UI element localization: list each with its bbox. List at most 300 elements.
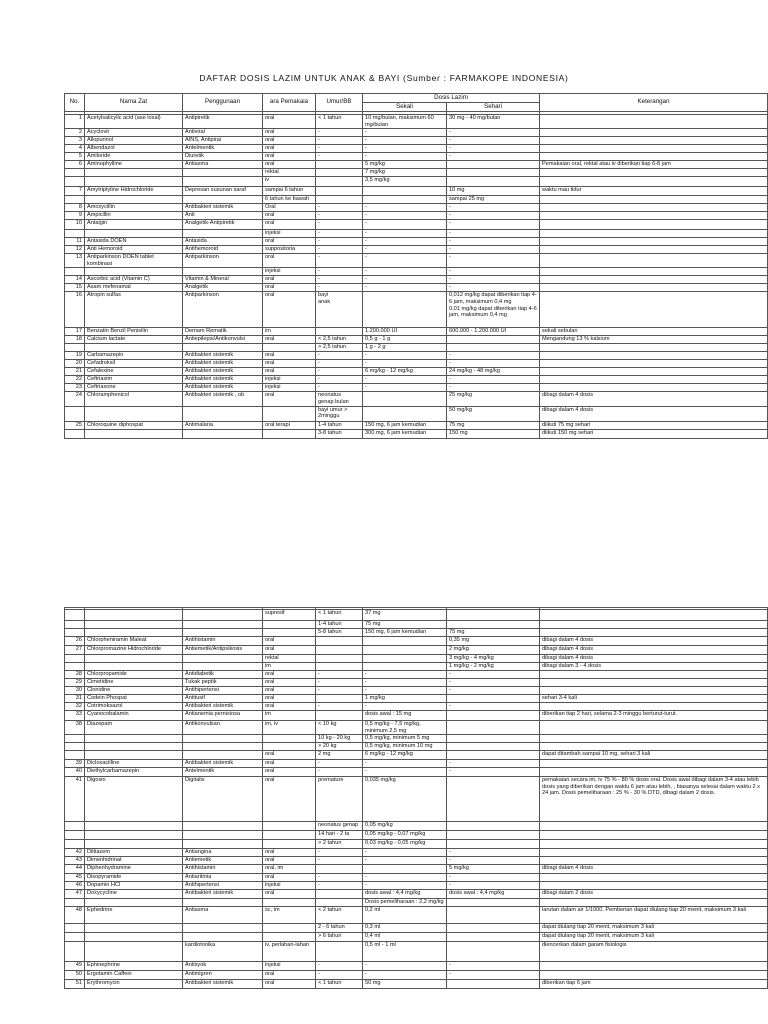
age-weight-cell bbox=[316, 187, 363, 196]
dose-daily-cell: - bbox=[447, 849, 540, 857]
dose-once-cell: 50 mg bbox=[363, 980, 447, 989]
route-cell: oral bbox=[263, 238, 316, 246]
age-weight-cell: - bbox=[316, 857, 363, 865]
remarks-cell: dibagi dalam 4 dosis bbox=[540, 865, 768, 874]
route-cell: oral bbox=[263, 153, 316, 161]
table-row bbox=[65, 115, 768, 129]
remarks-cell: dibagi dalam 4 dosis bbox=[540, 392, 768, 406]
row-number-cell: 43 bbox=[65, 857, 85, 865]
drug-name-cell bbox=[85, 610, 183, 621]
usage-cell: Antasida bbox=[183, 238, 263, 246]
dose-daily-cell: - bbox=[447, 284, 540, 292]
table-row bbox=[65, 735, 768, 743]
row-number-cell: 19 bbox=[65, 352, 85, 360]
age-weight-cell: 10 kg - 20 kg bbox=[316, 735, 363, 743]
row-number-cell: 12 bbox=[65, 246, 85, 254]
table-row bbox=[65, 429, 768, 438]
route-cell bbox=[263, 822, 316, 831]
row-number-cell: 31 bbox=[65, 695, 85, 703]
route-cell: oral bbox=[263, 703, 316, 711]
route-cell: oral bbox=[263, 336, 316, 344]
table-row bbox=[65, 384, 768, 392]
table-row bbox=[65, 392, 768, 406]
drug-name-cell: Cefadroksil bbox=[85, 360, 183, 368]
dose-daily-cell bbox=[447, 743, 540, 751]
drug-name-cell bbox=[85, 177, 183, 187]
table-row bbox=[65, 703, 768, 711]
usage-cell: kardiotonika bbox=[183, 942, 263, 962]
usage-cell bbox=[183, 655, 263, 663]
dose-daily-cell: - bbox=[447, 360, 540, 368]
age-weight-cell: premature bbox=[316, 777, 363, 822]
route-cell: oral bbox=[263, 637, 316, 646]
row-number-cell: 7 bbox=[65, 187, 85, 196]
age-weight-cell: bayi umur > 2minggu bbox=[316, 406, 363, 421]
dose-once-cell: 6 mg/kg - 12 mg/kg bbox=[363, 751, 447, 760]
usage-cell bbox=[183, 743, 263, 751]
usage-cell bbox=[183, 177, 263, 187]
drug-name-cell bbox=[85, 735, 183, 743]
remarks-cell bbox=[540, 230, 768, 238]
dose-once-cell: 1 mg/kg bbox=[363, 695, 447, 703]
route-cell: oral bbox=[263, 890, 316, 899]
dose-once-cell: - bbox=[363, 857, 447, 865]
drug-name-cell: Antiparkinson DOEN tablet kombinasi bbox=[85, 254, 183, 268]
dosage-table-continued bbox=[64, 607, 768, 989]
dose-once-cell: - bbox=[363, 129, 447, 137]
row-number-cell bbox=[65, 942, 85, 962]
header-cara-pemakaian: ara Pemakaia bbox=[263, 94, 316, 112]
dose-once-cell: - bbox=[363, 376, 447, 384]
drug-name-cell: Albendazol bbox=[85, 145, 183, 153]
dose-once-cell: - bbox=[363, 284, 447, 292]
row-number-cell: 13 bbox=[65, 254, 85, 268]
age-weight-cell: - bbox=[316, 760, 363, 768]
drug-name-cell: Diethylcarbamazepin bbox=[85, 768, 183, 777]
age-weight-cell bbox=[316, 899, 363, 907]
table-row bbox=[65, 942, 768, 962]
dose-daily-cell: - bbox=[447, 857, 540, 865]
usage-cell: Antiemetik/Antipsikosis bbox=[183, 646, 263, 655]
row-number-cell bbox=[65, 406, 85, 421]
dose-daily-cell: 75 mg bbox=[447, 421, 540, 429]
drug-name-cell bbox=[85, 268, 183, 276]
dose-daily-cell bbox=[447, 169, 540, 177]
row-number-cell bbox=[65, 751, 85, 760]
age-weight-cell bbox=[316, 161, 363, 169]
route-cell: oral, im bbox=[263, 865, 316, 874]
dose-once-cell: - bbox=[363, 971, 447, 980]
route-cell bbox=[263, 344, 316, 352]
usage-cell: Antibakteri sistemik bbox=[183, 980, 263, 989]
remarks-cell bbox=[540, 849, 768, 857]
remarks-cell: larutan dalam air 1/1000. Pemberian dapat diulang tiap 20 menit, maksimum 3 kali bbox=[540, 907, 768, 924]
dose-once-cell: 75 mg bbox=[363, 621, 447, 629]
usage-cell: Antelmentik bbox=[183, 768, 263, 777]
route-cell: oral bbox=[263, 254, 316, 268]
usage-cell: Antiasma bbox=[183, 907, 263, 924]
dose-once-cell: 3,5 mg/kg bbox=[363, 177, 447, 187]
remarks-cell bbox=[540, 129, 768, 137]
drug-name-cell bbox=[85, 429, 183, 438]
dose-once-cell: 150 mg, 6 jam kemudian bbox=[363, 421, 447, 429]
table-row bbox=[65, 230, 768, 238]
drug-name-cell: Disopyramide bbox=[85, 874, 183, 882]
row-number-cell: 48 bbox=[65, 907, 85, 924]
usage-cell: Antibakteri sistemik bbox=[183, 384, 263, 392]
dose-daily-cell: - bbox=[447, 962, 540, 971]
usage-cell: Antidiabetik bbox=[183, 671, 263, 679]
dose-daily-cell: 30 mg - 40 mg/bulan bbox=[447, 115, 540, 129]
age-weight-cell: - bbox=[316, 376, 363, 384]
dose-daily-cell bbox=[447, 924, 540, 933]
remarks-cell bbox=[540, 822, 768, 831]
usage-cell: Antihipertensi bbox=[183, 687, 263, 695]
age-weight-cell: - bbox=[316, 284, 363, 292]
dose-once-cell: 0,5 mg/kg - 7,5 mg/kg, minimum 2,5 mg bbox=[363, 721, 447, 735]
remarks-cell: dapat ditambah sampai 10 mg, sehari 3 kali bbox=[540, 751, 768, 760]
table-row bbox=[65, 169, 768, 177]
age-weight-cell bbox=[316, 663, 363, 671]
route-cell: injeksi bbox=[263, 376, 316, 384]
remarks-cell: dibagi dalam 4 dosis bbox=[540, 655, 768, 663]
row-number-cell: 41 bbox=[65, 777, 85, 822]
age-weight-cell: - bbox=[316, 703, 363, 711]
dose-once-cell: Dosis pemeliharaan : 2,2 mg/kg bbox=[363, 899, 447, 907]
usage-cell: Vitamin & Mineral bbox=[183, 276, 263, 284]
table-row bbox=[65, 679, 768, 687]
dose-once-cell: - bbox=[363, 352, 447, 360]
route-cell: injeksi bbox=[263, 268, 316, 276]
route-cell: oral bbox=[263, 679, 316, 687]
remarks-cell bbox=[540, 735, 768, 743]
remarks-cell bbox=[540, 246, 768, 254]
usage-cell: Antiangina bbox=[183, 849, 263, 857]
table-row bbox=[65, 276, 768, 284]
dose-daily-cell: - bbox=[447, 137, 540, 145]
route-cell bbox=[263, 840, 316, 849]
remarks-cell: pemakaian secara im, iv 75 % - 80 % dosis oral. Dosis awal dibagi dalam 3-4 atau lebih dosis yang diberikan dengan waktu 6 jam atau lebih, , biasanya selesai dalam waktu 2 x 24 jam. Dosis pemeliharaan : 25 % - 30 % DTD, dibagi dalam 2 dosis. bbox=[540, 777, 768, 822]
remarks-cell: dibagi dalam 4 dosis bbox=[540, 637, 768, 646]
dose-once-cell: - bbox=[363, 246, 447, 254]
age-weight-cell: - bbox=[316, 971, 363, 980]
usage-cell: AINS, Antipirai bbox=[183, 137, 263, 145]
remarks-cell bbox=[540, 703, 768, 711]
remarks-cell bbox=[540, 344, 768, 352]
age-weight-cell bbox=[316, 646, 363, 655]
row-number-cell: 16 bbox=[65, 292, 85, 328]
age-weight-cell: neonatus genap bbox=[316, 822, 363, 831]
row-number-cell bbox=[65, 230, 85, 238]
dose-daily-cell: - bbox=[447, 768, 540, 777]
table-row bbox=[65, 629, 768, 637]
remarks-cell bbox=[540, 292, 768, 328]
usage-cell: Antiasma bbox=[183, 161, 263, 169]
dose-once-cell bbox=[363, 187, 447, 196]
route-cell: sc, im bbox=[263, 907, 316, 924]
row-number-cell bbox=[65, 924, 85, 933]
row-number-cell bbox=[65, 268, 85, 276]
row-number-cell: 30 bbox=[65, 687, 85, 695]
table-row bbox=[65, 962, 768, 971]
route-cell: im bbox=[263, 711, 316, 721]
dose-daily-cell: - bbox=[447, 971, 540, 980]
row-number-cell bbox=[65, 822, 85, 831]
row-number-cell bbox=[65, 429, 85, 438]
table-row bbox=[65, 687, 768, 695]
usage-cell: Antiaritmia bbox=[183, 874, 263, 882]
dose-daily-cell: 75 mg bbox=[447, 629, 540, 637]
drug-name-cell bbox=[85, 169, 183, 177]
table-row bbox=[65, 246, 768, 254]
row-number-cell: 4 bbox=[65, 145, 85, 153]
drug-name-cell: Ephinephrine bbox=[85, 962, 183, 971]
dose-once-cell: - bbox=[363, 768, 447, 777]
age-weight-cell bbox=[316, 637, 363, 646]
remarks-cell: dibagi dalam 2 dosis bbox=[540, 890, 768, 899]
usage-cell bbox=[183, 822, 263, 831]
route-cell: 6 tahun ke bawah bbox=[263, 196, 316, 204]
remarks-cell bbox=[540, 137, 768, 145]
usage-cell: Antianemia pernisiosa bbox=[183, 711, 263, 721]
remarks-cell bbox=[540, 204, 768, 212]
usage-cell: Antibakteri sistemik bbox=[183, 204, 263, 212]
route-cell: oral bbox=[263, 760, 316, 768]
drug-name-cell: Doxycycline bbox=[85, 890, 183, 899]
drug-name-cell: Diltiazem bbox=[85, 849, 183, 857]
usage-cell: Demam Rematik bbox=[183, 328, 263, 336]
row-number-cell: 46 bbox=[65, 882, 85, 890]
usage-cell: Antibakteri sistemik bbox=[183, 890, 263, 899]
remarks-cell bbox=[540, 177, 768, 187]
route-cell: supresif bbox=[263, 610, 316, 621]
row-number-cell bbox=[65, 610, 85, 621]
drug-name-cell: Ergotamin Caffein bbox=[85, 971, 183, 980]
remarks-cell bbox=[540, 220, 768, 230]
row-number-cell bbox=[65, 899, 85, 907]
dose-daily-cell bbox=[447, 933, 540, 942]
dose-daily-cell: 0,012 mg/kg dapat diberikan tiap 4-6 jam, maksimum 0,4 mg 0,01 mg/kg dapat diberikan tiap 4-6 jam, maksimum 0,4 mg bbox=[447, 292, 540, 328]
remarks-cell bbox=[540, 971, 768, 980]
remarks-cell bbox=[540, 840, 768, 849]
age-weight-cell: - bbox=[316, 671, 363, 679]
usage-cell: Antihistamin bbox=[183, 865, 263, 874]
route-cell: oral bbox=[263, 276, 316, 284]
usage-cell: Antiparkinson bbox=[183, 254, 263, 268]
dose-once-cell bbox=[363, 865, 447, 874]
remarks-cell bbox=[540, 831, 768, 840]
age-weight-cell bbox=[316, 890, 363, 899]
table-row bbox=[65, 368, 768, 376]
age-weight-cell: - bbox=[316, 212, 363, 220]
drug-name-cell bbox=[85, 406, 183, 421]
usage-cell: Depresan susunan saraf bbox=[183, 187, 263, 196]
drug-name-cell: Asam mefenamat bbox=[85, 284, 183, 292]
table-row bbox=[65, 406, 768, 421]
remarks-cell: waktu mau tidur bbox=[540, 187, 768, 196]
age-weight-cell: - bbox=[316, 238, 363, 246]
dose-once-cell: 0,5 mg/kg, minimum 10 mg bbox=[363, 743, 447, 751]
row-number-cell bbox=[65, 743, 85, 751]
age-weight-cell: > 20 kg bbox=[316, 743, 363, 751]
route-cell: oral terapi bbox=[263, 421, 316, 429]
route-cell: oral bbox=[263, 292, 316, 328]
route-cell bbox=[263, 743, 316, 751]
route-cell: oral bbox=[263, 768, 316, 777]
usage-cell: Antibakteri sistemik bbox=[183, 760, 263, 768]
row-number-cell bbox=[65, 629, 85, 637]
dose-daily-cell: 24 mg/kg - 48 mg/kg bbox=[447, 368, 540, 376]
table-row bbox=[65, 352, 768, 360]
dose-once-cell: - bbox=[363, 882, 447, 890]
header-nama-zat: Nama Zat bbox=[85, 94, 183, 112]
route-cell: oral bbox=[263, 284, 316, 292]
row-number-cell: 6 bbox=[65, 161, 85, 169]
remarks-cell bbox=[540, 760, 768, 768]
drug-name-cell: Chloroquine diphospat bbox=[85, 421, 183, 429]
remarks-cell bbox=[540, 882, 768, 890]
age-weight-cell: 2 - 6 tahun bbox=[316, 924, 363, 933]
table-row bbox=[65, 777, 768, 822]
age-weight-cell bbox=[316, 177, 363, 187]
dose-once-cell: 0,035 mg/kg bbox=[363, 777, 447, 822]
row-number-cell bbox=[65, 663, 85, 671]
remarks-cell bbox=[540, 115, 768, 129]
usage-cell: Analgetik bbox=[183, 284, 263, 292]
drug-name-cell bbox=[85, 196, 183, 204]
row-number-cell: 2 bbox=[65, 129, 85, 137]
table-row bbox=[65, 971, 768, 980]
drug-name-cell: Chlorpropamide bbox=[85, 671, 183, 679]
remarks-cell bbox=[540, 857, 768, 865]
dose-once-cell: 37 mg bbox=[363, 610, 447, 621]
age-weight-cell: < 1 tahun bbox=[316, 115, 363, 129]
dose-once-cell bbox=[363, 392, 447, 406]
remarks-cell bbox=[540, 352, 768, 360]
table-row bbox=[65, 145, 768, 153]
dose-once-cell bbox=[363, 406, 447, 421]
age-weight-cell bbox=[316, 695, 363, 703]
remarks-cell bbox=[540, 721, 768, 735]
drug-name-cell: Cyanocobalamin bbox=[85, 711, 183, 721]
remarks-cell: diikuti 150 mg sehari bbox=[540, 429, 768, 438]
usage-cell: Antibakteri sistemik bbox=[183, 376, 263, 384]
dose-daily-cell: - bbox=[447, 376, 540, 384]
table-row bbox=[65, 196, 768, 204]
dose-once-cell: - bbox=[363, 687, 447, 695]
drug-name-cell: Digoxin bbox=[85, 777, 183, 822]
dose-once-cell: - bbox=[363, 760, 447, 768]
table-row bbox=[65, 137, 768, 145]
route-cell: oral bbox=[263, 145, 316, 153]
age-weight-cell: 3-8 tahun bbox=[316, 429, 363, 438]
row-number-cell: 10 bbox=[65, 220, 85, 230]
age-weight-cell: - bbox=[316, 145, 363, 153]
dose-daily-cell bbox=[447, 610, 540, 621]
drug-name-cell: Ascorbic acid (Vitamin C) bbox=[85, 276, 183, 284]
document-title: DAFTAR DOSIS LAZIM UNTUK ANAK & BAYI (Sumber : FARMAKOPE INDONESIA) bbox=[199, 73, 569, 83]
usage-cell: Analgetik-Antipiretik bbox=[183, 220, 263, 230]
table-row bbox=[65, 268, 768, 276]
table-row bbox=[65, 204, 768, 212]
dose-daily-cell bbox=[447, 980, 540, 989]
drug-name-cell: Ceftriaxim bbox=[85, 376, 183, 384]
route-cell: oral bbox=[263, 687, 316, 695]
table-row bbox=[65, 721, 768, 735]
age-weight-cell: - bbox=[316, 129, 363, 137]
dose-once-cell: - bbox=[363, 962, 447, 971]
row-number-cell bbox=[65, 933, 85, 942]
route-cell: injeksi bbox=[263, 384, 316, 392]
drug-name-cell bbox=[85, 743, 183, 751]
remarks-cell bbox=[540, 360, 768, 368]
remarks-cell bbox=[540, 376, 768, 384]
table-row bbox=[65, 822, 768, 831]
table-row bbox=[65, 220, 768, 230]
dose-daily-cell: 150 mg bbox=[447, 429, 540, 438]
dose-daily-cell: - bbox=[447, 153, 540, 161]
row-number-cell: 49 bbox=[65, 962, 85, 971]
age-weight-cell bbox=[316, 169, 363, 177]
table-row bbox=[65, 663, 768, 671]
usage-cell: Antikonvulsan bbox=[183, 721, 263, 735]
drug-name-cell: Cimetidine bbox=[85, 679, 183, 687]
table-row bbox=[65, 360, 768, 368]
route-cell: oral bbox=[263, 980, 316, 989]
drug-name-cell bbox=[85, 663, 183, 671]
drug-name-cell: Amoxycillin bbox=[85, 204, 183, 212]
remarks-cell bbox=[540, 679, 768, 687]
usage-cell: Antibakteri sistemik bbox=[183, 360, 263, 368]
route-cell bbox=[263, 899, 316, 907]
age-weight-cell: neonatus genap bulan bbox=[316, 392, 363, 406]
route-cell bbox=[263, 429, 316, 438]
route-cell: im, iv bbox=[263, 721, 316, 735]
row-number-cell: 11 bbox=[65, 238, 85, 246]
dose-once-cell: - bbox=[363, 145, 447, 153]
age-weight-cell: < 2 tahun bbox=[316, 907, 363, 924]
usage-cell: Tukak peptik bbox=[183, 679, 263, 687]
drug-name-cell: Dimenhidrinat bbox=[85, 857, 183, 865]
usage-cell: Antiemetik bbox=[183, 857, 263, 865]
dose-once-cell bbox=[363, 196, 447, 204]
route-cell: injeksi bbox=[263, 962, 316, 971]
drug-name-cell bbox=[85, 899, 183, 907]
table-row bbox=[65, 907, 768, 924]
drug-name-cell: Anti Hemoroid bbox=[85, 246, 183, 254]
drug-name-cell bbox=[85, 230, 183, 238]
table-row bbox=[65, 768, 768, 777]
age-weight-cell: - bbox=[316, 153, 363, 161]
dose-once-cell: - bbox=[363, 238, 447, 246]
age-weight-cell: - bbox=[316, 254, 363, 268]
usage-cell bbox=[183, 406, 263, 421]
dose-daily-cell: 50 mg/kg bbox=[447, 406, 540, 421]
usage-cell: Antisyok bbox=[183, 962, 263, 971]
route-cell: oral bbox=[263, 392, 316, 406]
drug-name-cell bbox=[85, 924, 183, 933]
dose-daily-cell: - bbox=[447, 679, 540, 687]
usage-cell bbox=[183, 230, 263, 238]
row-number-cell: 29 bbox=[65, 679, 85, 687]
dose-daily-cell: sampai 25 mg bbox=[447, 196, 540, 204]
dose-once-cell: 5 mg/kg bbox=[363, 161, 447, 169]
drug-name-cell: Chlorpheniramin Maleat bbox=[85, 637, 183, 646]
dose-daily-cell bbox=[447, 177, 540, 187]
route-cell: oral bbox=[263, 751, 316, 760]
row-number-cell bbox=[65, 196, 85, 204]
dose-once-cell: 300 mg, 6 jam kemudian bbox=[363, 429, 447, 438]
